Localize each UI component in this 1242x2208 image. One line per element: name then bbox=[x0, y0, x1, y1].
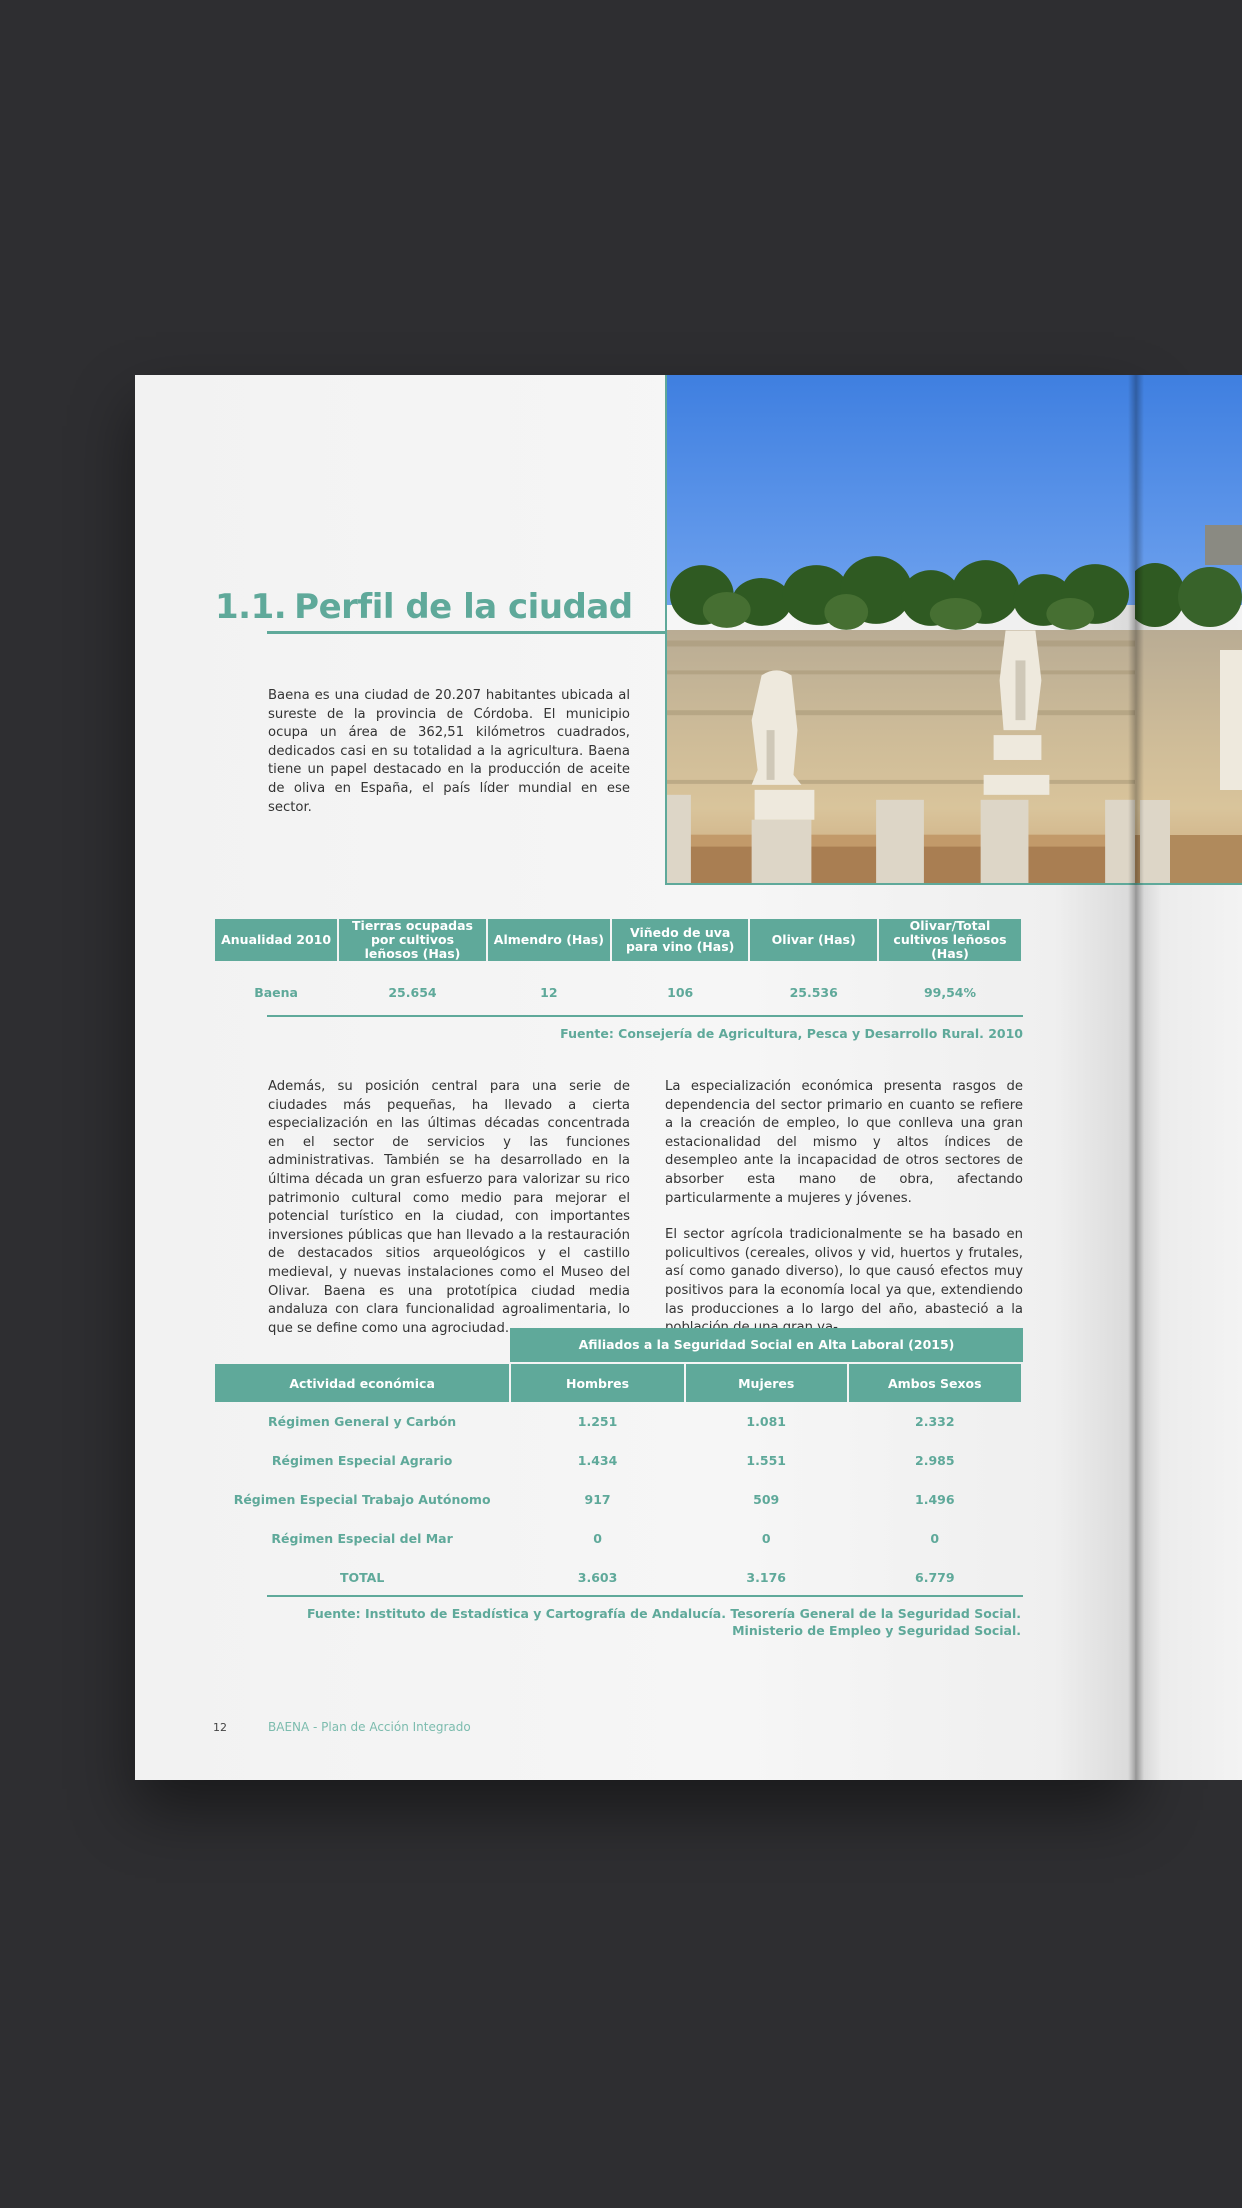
table-cell: 25.536 bbox=[789, 984, 838, 1000]
table-header: Olivar (Has) bbox=[750, 919, 877, 961]
table-divider bbox=[267, 1595, 1023, 1597]
table-cell: Baena bbox=[254, 984, 298, 1000]
table-total-row bbox=[215, 1558, 1021, 1597]
table-source: Fuente: Consejería de Agricultura, Pesca y Desarrollo Rural. 2010 bbox=[560, 1026, 1023, 1041]
table-group-header: Afiliados a la Seguridad Social en Alta Laboral (2015) bbox=[510, 1328, 1023, 1362]
page-number: 12 bbox=[213, 1721, 227, 1734]
table-header-row bbox=[215, 919, 1021, 961]
table-cell: Régimen Especial del Mar bbox=[271, 1531, 453, 1546]
intro-paragraph: Baena es una ciudad de 20.207 habitantes ubicada al sureste de la provincia de Córdoba. El municipio ocupa un área de 362,51 kilómetros cuadrados, dedicados casi en su totalidad a la agricultura. Baena tiene un papel destacado en la producción de aceite de oliva en España, el país líder mundial en ese sector. bbox=[268, 688, 630, 815]
table-header: Hombres bbox=[511, 1364, 684, 1402]
page-gutter-shadow bbox=[1128, 375, 1144, 1780]
table-header: Anualidad 2010 bbox=[215, 919, 337, 961]
page-title bbox=[215, 587, 665, 627]
table-cell: 1.251 bbox=[577, 1414, 618, 1429]
table-cell: 99,54% bbox=[923, 984, 977, 1000]
body-paragraph: Además, su posición central para una serie de ciudades más pequeñas, ha llevado a cierta especialización en las últimas décadas concentrada en el sector de servicios y las funciones administrativas. También se ha desarrollado en la última década un gran esfuerzo para valorizar su rico patrimonio cultural como medio para mejorar el potencial turístico en la ciudad, con importantes inversiones públicas que han llevado a la restauración de destacados sitios arqueológicos y el castillo medieval, y nuevas instalaciones como el Museo del Olivar. Baena es una prototípica ciudad media andaluza con clara funcionalidad agroalimentaria, lo que se define como una agrociudad. bbox=[268, 1079, 630, 1336]
photo-continuation bbox=[1135, 375, 1242, 885]
table-cell: Régimen Especial Trabajo Autónomo bbox=[233, 1492, 491, 1507]
magazine-page-left bbox=[135, 375, 1135, 1780]
table-cell: 1.496 bbox=[915, 1492, 955, 1507]
table-divider bbox=[267, 1015, 1023, 1017]
body-paragraph: La especialización económica presenta rasgos de dependencia del sector primario en cuanto se refiere a la creación de empleo, lo que conlleva una gran estacionalidad del mismo y altos índices de desempleo ante la incapacidad de otros sectores de absorber esta mano de obra, afectando particularmente a mujeres y jóvenes. bbox=[665, 1079, 1023, 1206]
table-cell: 917 bbox=[584, 1492, 611, 1507]
crops-table bbox=[213, 919, 1023, 1023]
table-row bbox=[215, 1441, 1021, 1480]
body-column-right bbox=[665, 1078, 1023, 1356]
table-header-row bbox=[215, 1364, 1021, 1402]
table-cell: Régimen Especial Agrario bbox=[271, 1453, 453, 1468]
table-cell: 3.603 bbox=[577, 1570, 618, 1585]
footer-text: BAENA - Plan de Acción Integrado bbox=[268, 1720, 471, 1734]
table-cell: 2.332 bbox=[915, 1414, 955, 1429]
table-cell: 25.654 bbox=[388, 984, 437, 1000]
table-cell: 1.551 bbox=[746, 1453, 786, 1468]
table-row bbox=[215, 1402, 1021, 1441]
table-cell: TOTAL bbox=[339, 1570, 385, 1585]
table-header: Viñedo de uva para vino (Has) bbox=[612, 919, 748, 961]
table-header: Mujeres bbox=[686, 1364, 847, 1402]
social-security-table bbox=[213, 1364, 1023, 1597]
section-number: 1.1. bbox=[215, 587, 287, 627]
table-cell: 0 bbox=[593, 1531, 602, 1546]
table-cell: 2.985 bbox=[915, 1453, 955, 1468]
table-header: Almendro (Has) bbox=[488, 919, 610, 961]
section-title: Perfil de la ciudad bbox=[294, 587, 633, 627]
table-cell: 6.779 bbox=[915, 1570, 955, 1585]
table-cell: 509 bbox=[753, 1492, 780, 1507]
table-header: Olivar/Total cultivos leñosos (Has) bbox=[879, 919, 1021, 961]
table-row bbox=[215, 1480, 1021, 1519]
table-cell: 1.081 bbox=[746, 1414, 786, 1429]
body-column-left bbox=[268, 1078, 630, 1338]
magazine-page-right bbox=[1135, 375, 1242, 1780]
table-cell: 0 bbox=[930, 1531, 940, 1546]
table-row bbox=[215, 961, 1021, 1023]
table-row bbox=[215, 1519, 1021, 1558]
table-cell: Régimen General y Carbón bbox=[268, 1414, 457, 1429]
table-cell: 3.176 bbox=[746, 1570, 786, 1585]
table-source: Fuente: Instituto de Estadística y Cartografía de Andalucía. Tesorería General de la Seguridad Social. Ministerio de Empleo y Seguridad Social. bbox=[306, 1606, 1021, 1638]
table-cell: 106 bbox=[667, 984, 694, 1000]
table-header: Actividad económica bbox=[215, 1364, 509, 1402]
title-underline bbox=[267, 631, 665, 634]
table-cell: 12 bbox=[540, 984, 558, 1000]
table-header: Tierras ocupadas por cultivos leñosos (Has) bbox=[339, 919, 486, 961]
table-cell: 0 bbox=[761, 1531, 771, 1546]
table-header: Ambos Sexos bbox=[849, 1364, 1021, 1402]
table-cell: 1.434 bbox=[577, 1453, 618, 1468]
body-paragraph: El sector agrícola tradicionalmente se ha basado en policultivos (cereales, olivos y vid, huertos y frutales, así como ganado diverso), lo que causó efectos muy positivos para la economía local ya que, extendiendo las producciones a lo largo del año, abasteció a la bbox=[665, 1227, 1023, 1317]
photo-roman-ruins bbox=[665, 375, 1135, 885]
